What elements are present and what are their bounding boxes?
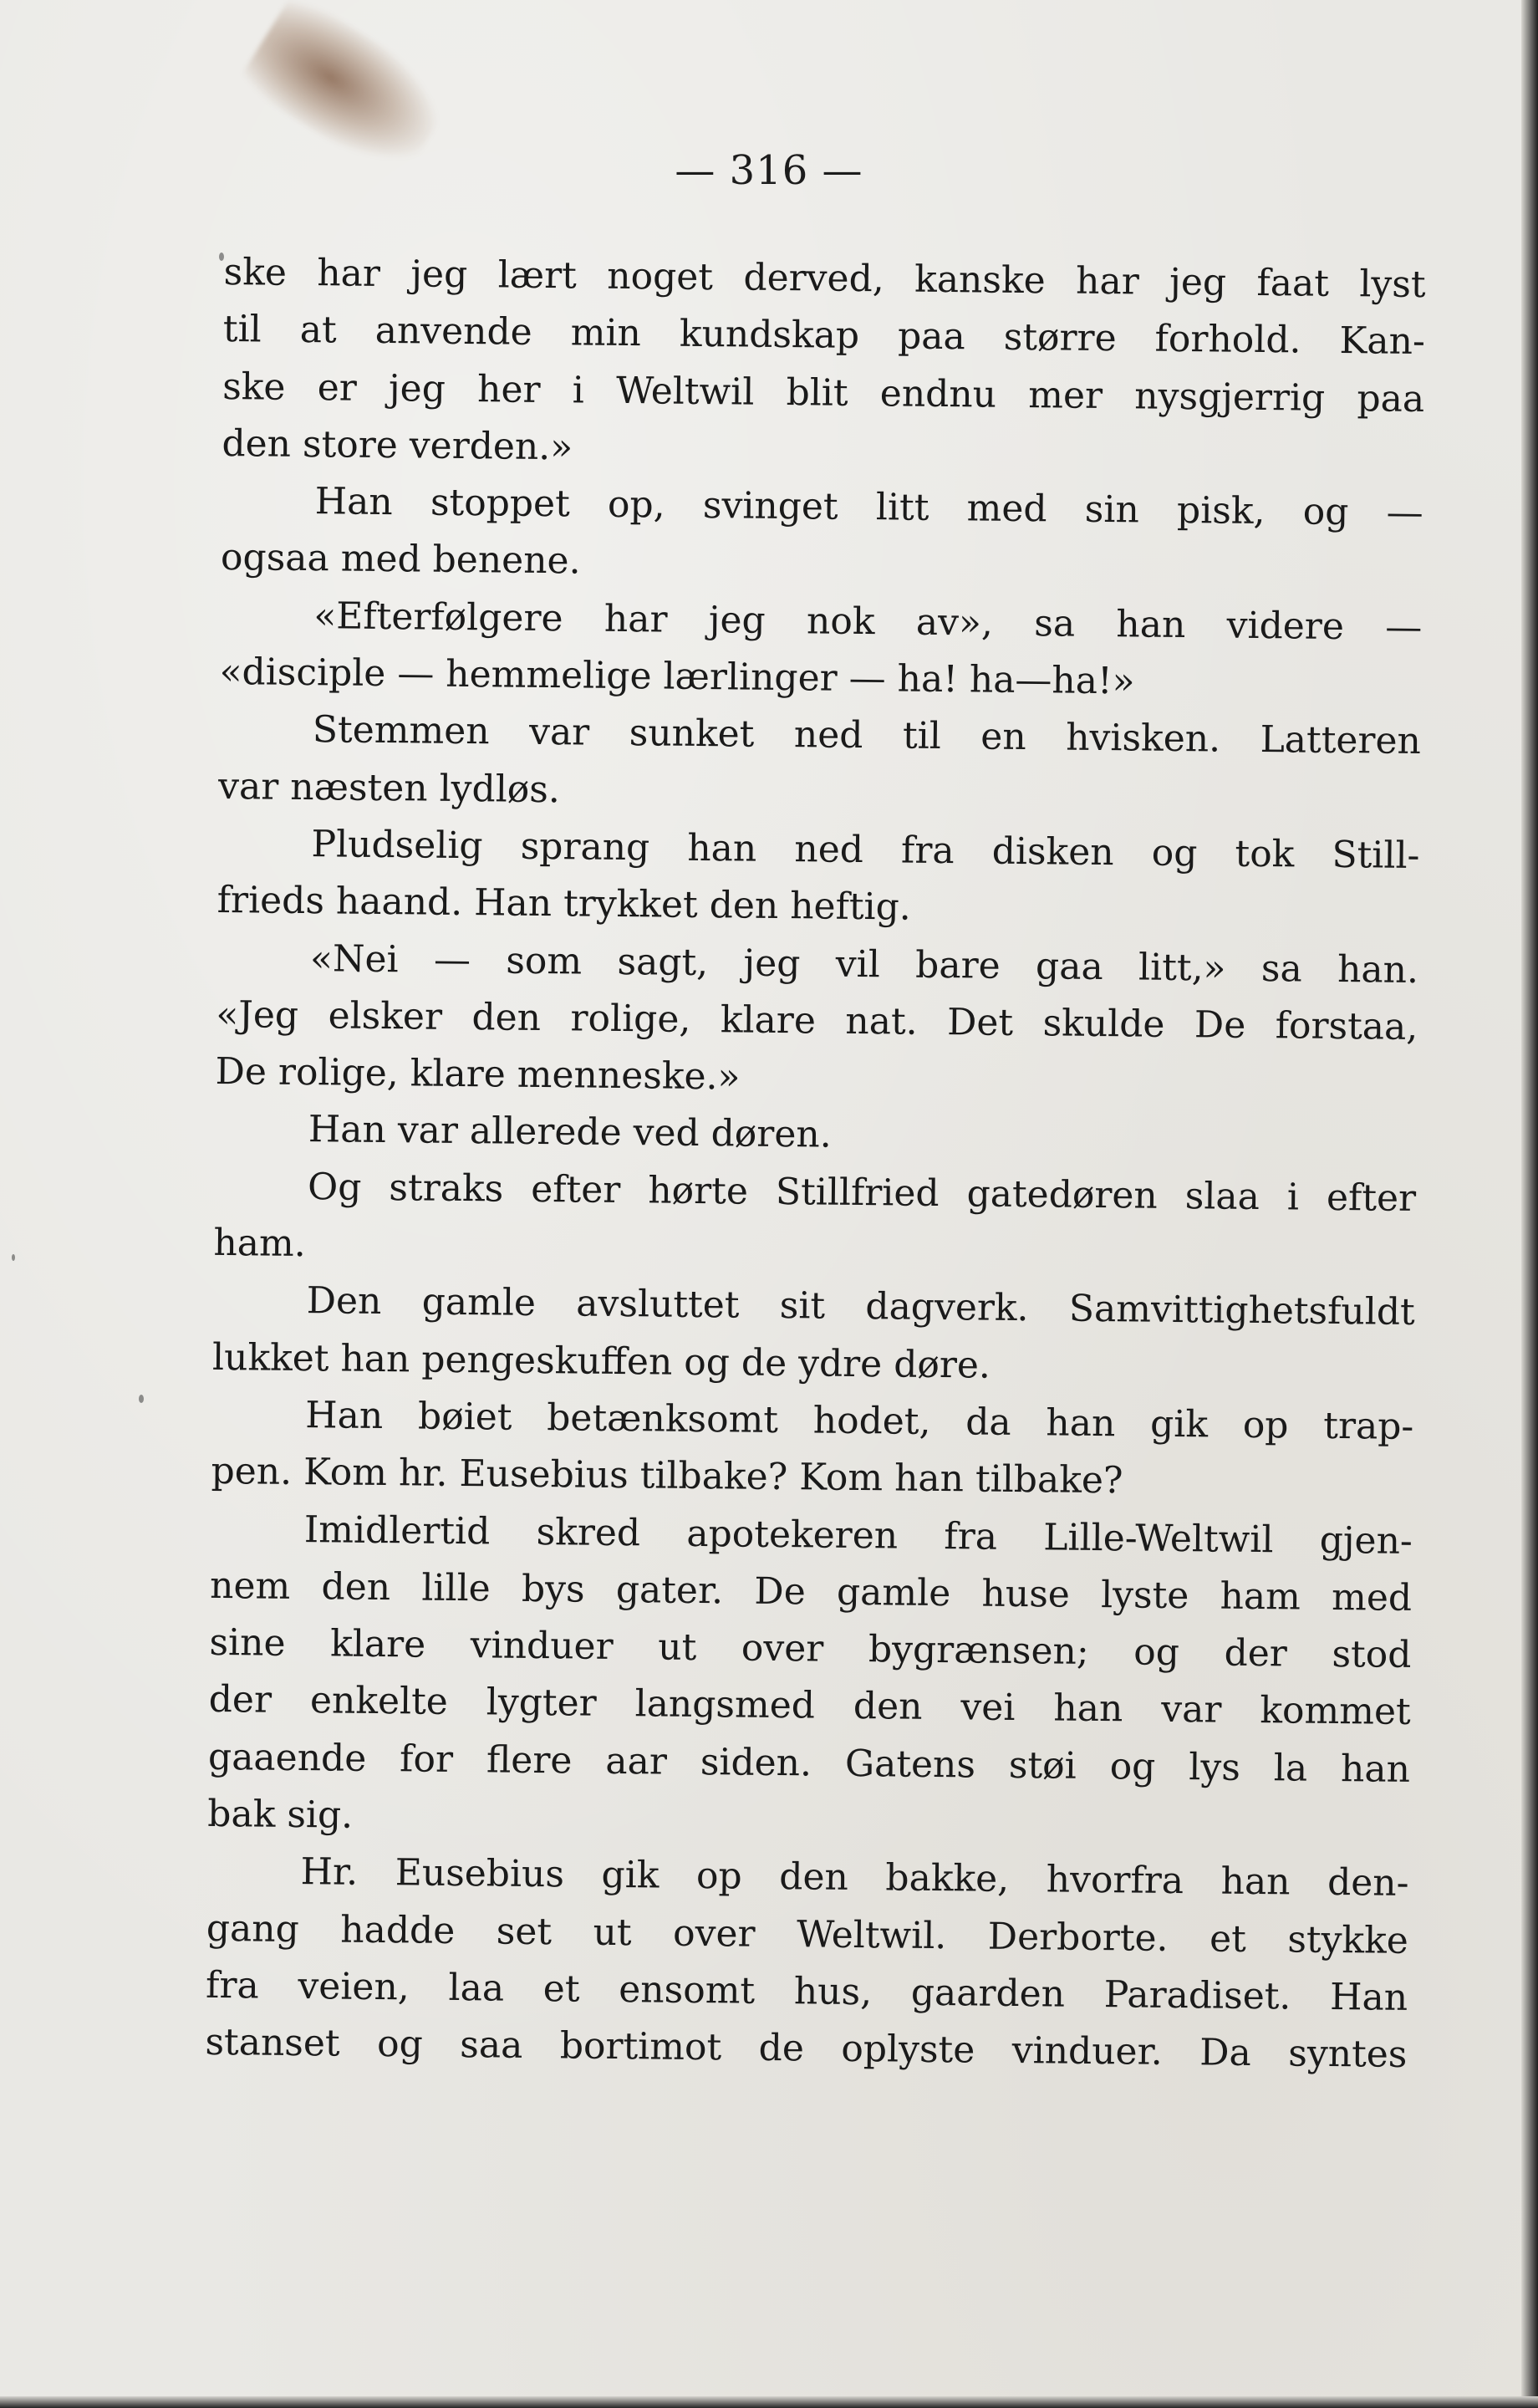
text-line: der enkelte lygter langsmed den vei han var kommet	[208, 1678, 1411, 1734]
page-number: — 316 —	[675, 147, 863, 194]
text-line: «Jeg elsker den rolige, klare nat. Det skulde De forstaa,	[216, 992, 1418, 1048]
text-line: «Efterfølgere har jeg nok av», sa han videre —	[313, 594, 1423, 649]
text-line: ham.	[213, 1221, 307, 1266]
text-line: Stemmen var sunket ned til en hvisken. Latteren	[312, 708, 1422, 763]
text-line: fra veien, laa et ensomt hus, gaarden Paradiset. Han	[205, 1963, 1408, 2019]
text-line: sine klare vinduer ut over bygrænsen; og der stod	[209, 1621, 1412, 1677]
text-line: gaaende for flere aar siden. Gatens støi og lys la han	[207, 1735, 1411, 1791]
scan-edge-bottom	[0, 2396, 1538, 2408]
text-line: Imidlertid skred apotekeren fra Lille-Weltwil gjen-	[303, 1508, 1413, 1563]
text-line: til at anvende min kundskap paa større forhold. Kan-	[222, 308, 1426, 364]
text-line: «disciple — hemmelige lærlinger — ha! ha—ha!»	[219, 650, 1135, 703]
text-line: frieds haand. Han trykket den heftig.	[216, 879, 912, 929]
text-line: pen. Kom hr. Eusebius tilbake? Kom han tilbake?	[211, 1450, 1123, 1502]
ink-speck	[12, 1254, 15, 1261]
text-line: Han stoppet op, svinget litt med sin pisk, og —	[314, 480, 1423, 535]
body-text	[205, 244, 1426, 2084]
text-line: Han var allerede ved døren.	[308, 1108, 832, 1157]
text-line: nem den lille bys gater. De gamle huse lyste ham med	[209, 1564, 1413, 1620]
text-line: Pludselig sprang han ned fra disken og tok Still-	[311, 823, 1420, 877]
text-line: gang hadde set ut over Weltwil. Derborte. et stykke	[206, 1906, 1409, 1962]
text-line: ogsaa med benene.	[220, 536, 581, 583]
text-line: Hr. Eusebius gik op den bakke, hvorfra han den-	[300, 1850, 1409, 1905]
text-line: lukket han pengeskuffen og de ydre døre.	[211, 1335, 991, 1387]
text-line: Han bøiet betænksomt hodet, da han gik op trap-	[305, 1394, 1414, 1448]
text-line: den store verden.»	[222, 421, 573, 469]
text-line: ske er jeg her i Weltwil blit endnu mer nysgjerrig paa	[222, 365, 1425, 421]
text-line: ske har jeg lært noget derved, kanske har jeg faat lyst	[223, 250, 1426, 307]
text-line: stanset og saa bortimot de oplyste vinduer. Da syntes	[205, 2021, 1408, 2077]
scan-edge-right	[1521, 0, 1538, 2408]
text-line: bak sig.	[207, 1792, 354, 1837]
text-line: «Nei — som sagt, jeg vil bare gaa litt,» sa han.	[309, 936, 1419, 992]
text-line: Den gamle avsluttet sit dagverk. Samvittighetsfuldt	[306, 1279, 1415, 1334]
text-line: Og straks efter hørte Stillfried gatedøren slaa i efter	[307, 1165, 1417, 1220]
text-line: De rolige, klare menneske.»	[215, 1050, 741, 1099]
ink-speck	[139, 1395, 144, 1403]
text-line: var næsten lydløs.	[217, 764, 561, 811]
